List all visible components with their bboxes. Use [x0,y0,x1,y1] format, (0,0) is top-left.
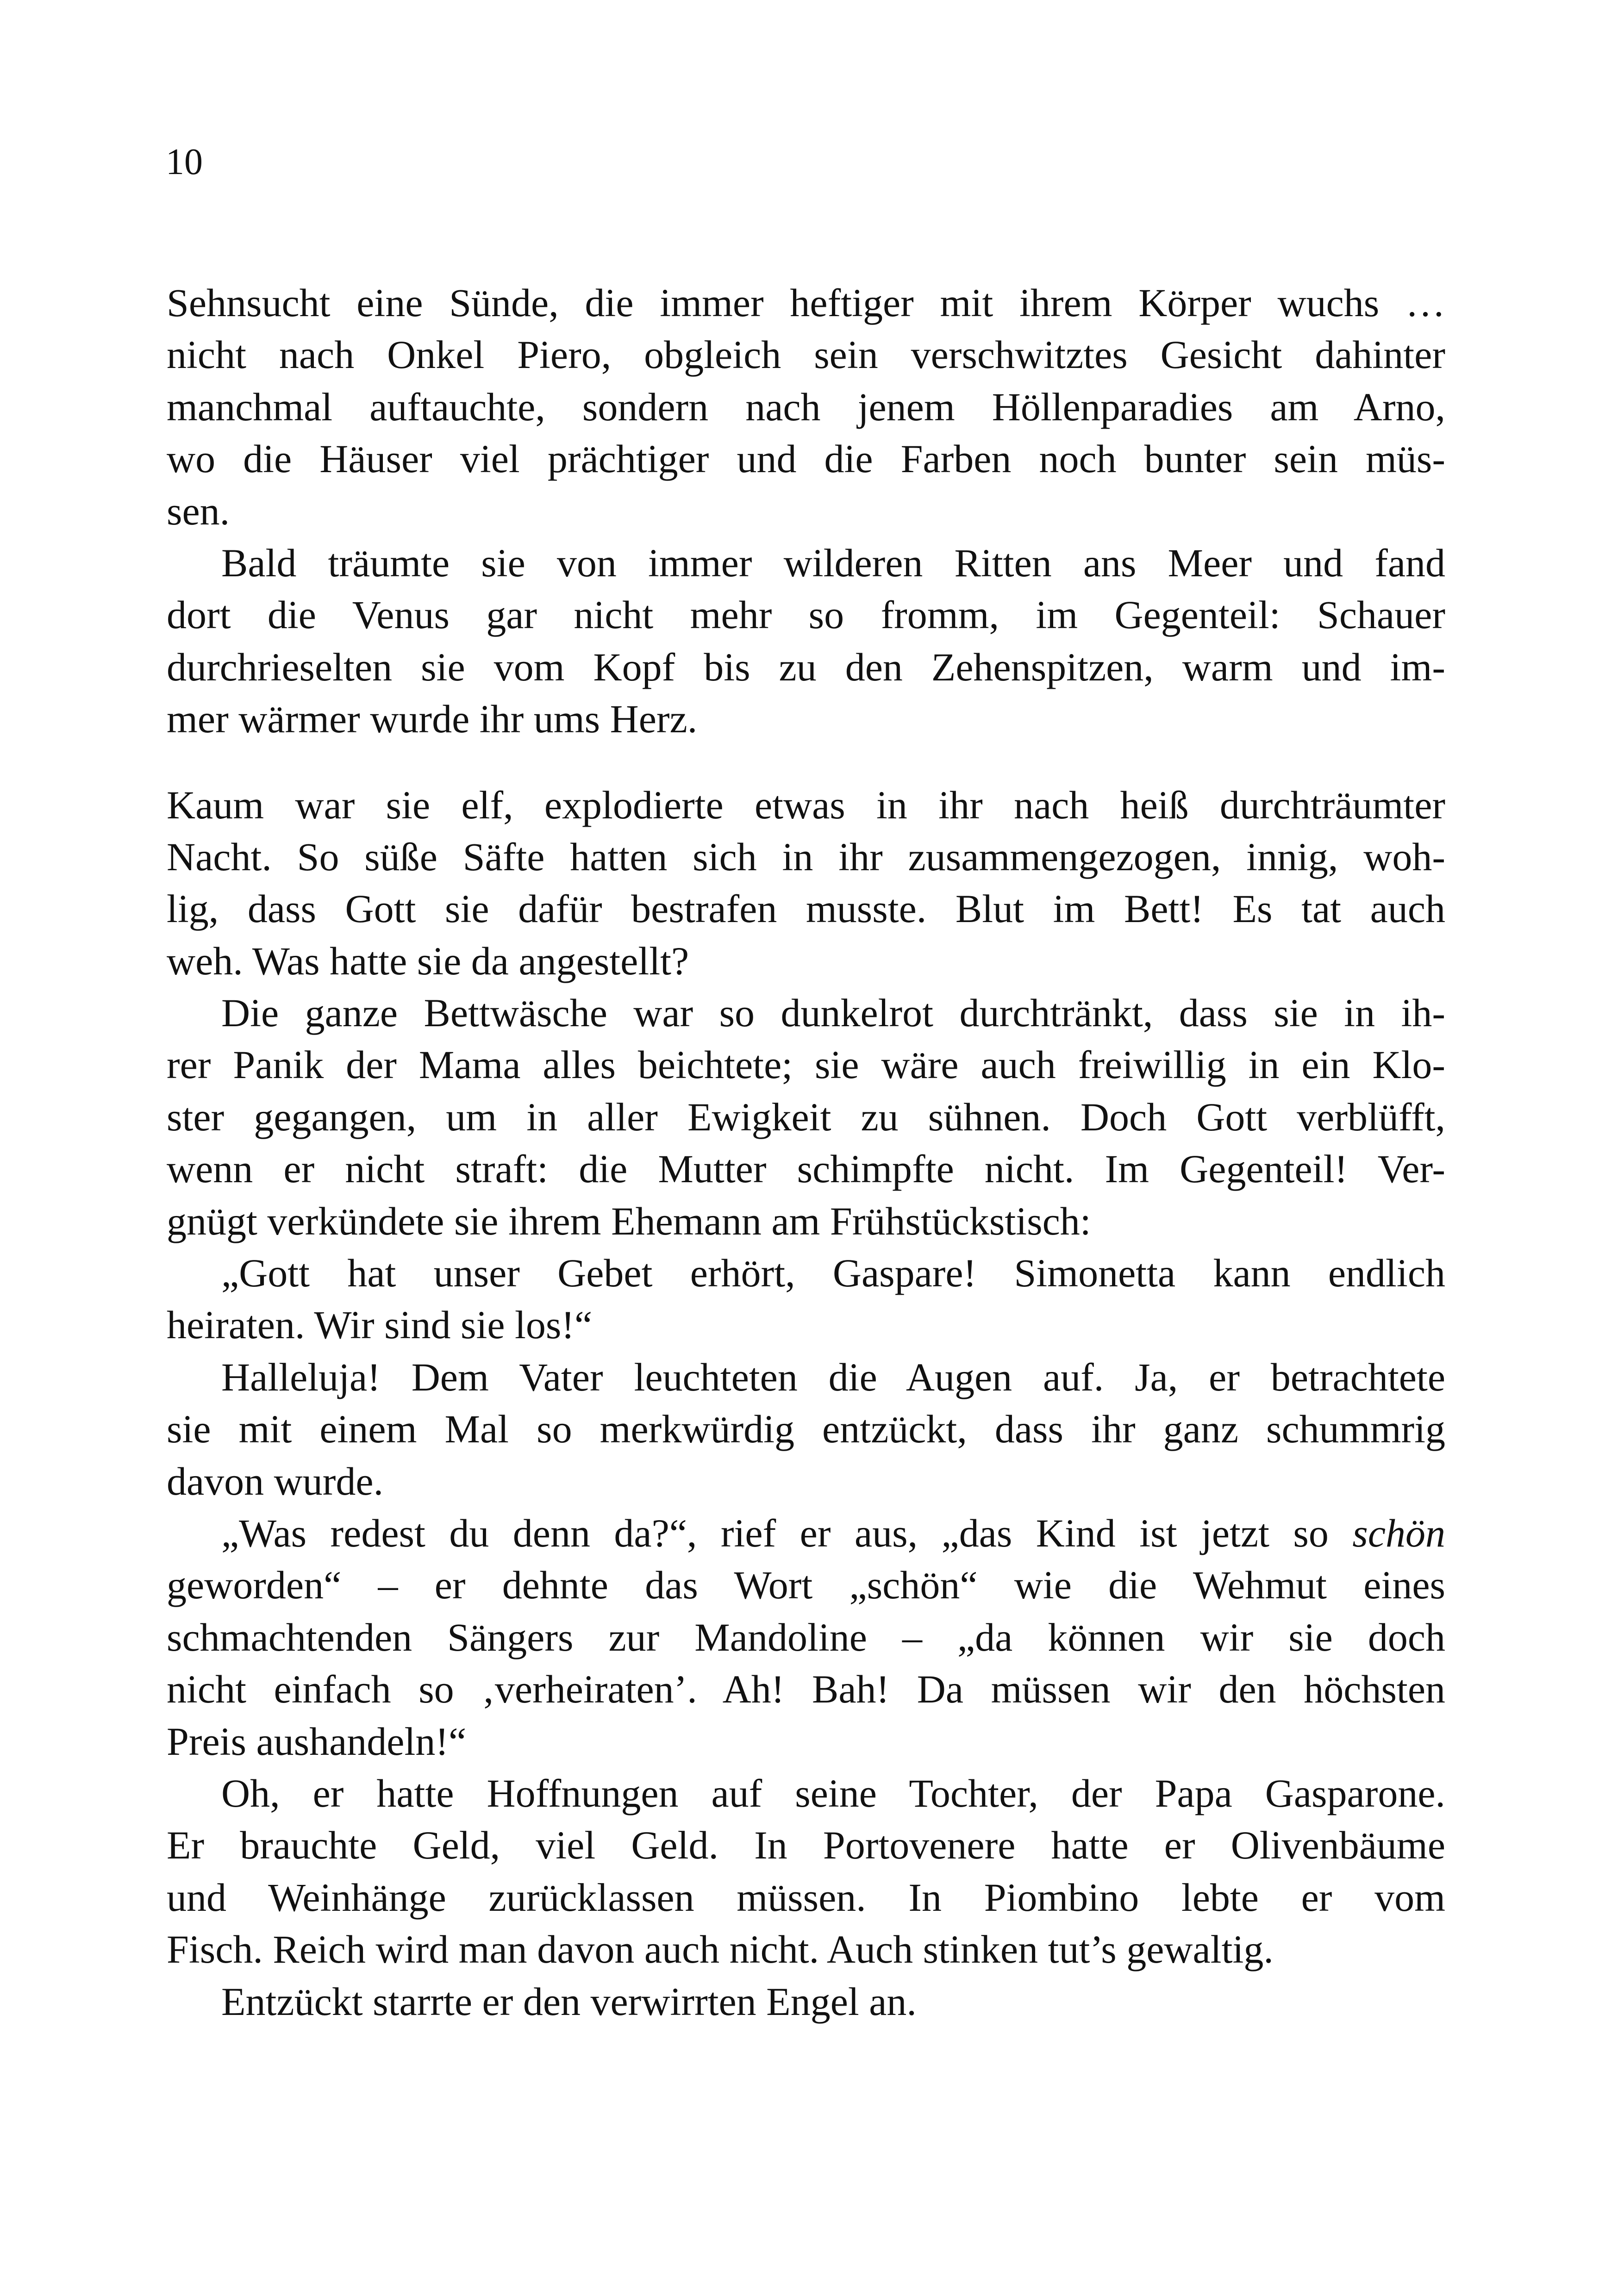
text-line [167,1039,1445,1091]
text-line [167,1559,1445,1611]
text-segment: sie mit einem Mal so merkwürdig entzückt, dass ihr ganz schummrig [167,1407,1445,1452]
text-segment: Preis aushandeln!“ [167,1719,467,1764]
text-line [167,883,1445,935]
text-segment: sen. [167,488,230,533]
italic-text: schön [1352,1510,1445,1555]
text-segment: und Weinhänge zurücklassen müssen. In Piombino lebte er vom [167,1875,1445,1920]
text-segment: heiraten. Wir sind sie los!“ [167,1303,593,1347]
text-line [167,987,1445,1039]
text-line [167,1976,1445,2027]
paragraph [167,779,1445,987]
paragraph [167,1976,1445,2027]
text-line [167,485,1445,537]
text-line [167,1871,1445,1923]
body-text [167,277,1445,2027]
text-line [167,329,1445,380]
text-segment: Entzückt starrte er den verwirrten Engel an. [221,1979,917,2024]
text-line [167,537,1445,589]
text-segment: davon wurde. [167,1459,384,1503]
text-segment: Halleluja! Dem Vater leuchteten die Augen auf. Ja, er betrachtete [221,1354,1445,1399]
text-line [167,1455,1445,1507]
text-segment: gnügt verkündete sie ihrem Ehemann am Frühstückstisch: [167,1198,1091,1243]
text-line [167,1091,1445,1143]
text-line [167,1507,1445,1559]
text-segment: wo die Häuser viel prächtiger und die Farben noch bunter sein müs- [167,437,1445,481]
text-line [167,693,1445,745]
text-line [167,1299,1445,1351]
text-segment: manchmal auftauchte, sondern nach jenem Höllenparadies am Arno, [167,384,1445,429]
paragraph [167,537,1445,745]
text-segment: dort die Venus gar nicht mehr so fromm, im Gegenteil: Schauer [167,592,1445,637]
text-segment: Kaum war sie elf, explodierte etwas in ihr nach heiß durchträumter [167,782,1445,827]
text-line [167,1819,1445,1871]
text-line [167,779,1445,831]
text-line [167,1247,1445,1299]
text-line [167,1195,1445,1247]
paragraph [167,1767,1445,1976]
text-line [167,831,1445,883]
text-segment: Oh, er hatte Hoffnungen auf seine Tochter, der Papa Gasparone. [221,1771,1445,1815]
text-segment: lig, dass Gott sie dafür bestrafen musste. Blut im Bett! Es tat auch [167,886,1445,931]
text-segment: Er brauchte Geld, viel Geld. In Portovenere hatte er Olivenbäume [167,1823,1445,1868]
text-line [167,1351,1445,1403]
text-line [167,1715,1445,1767]
paragraph [167,1351,1445,1507]
text-segment: mer wärmer wurde ihr ums Herz. [167,697,698,742]
paragraph [167,1507,1445,1767]
text-segment: Die ganze Bettwäsche war so dunkelrot durchtränkt, dass sie in ih- [221,991,1445,1035]
text-segment: durchrieselten sie vom Kopf bis zu den Zehenspitzen, warm und im- [167,644,1445,689]
text-segment: Bald träumte sie von immer wilderen Ritten ans Meer und fand [221,540,1445,585]
text-line [167,1923,1445,1975]
text-segment: ster gegangen, um in aller Ewigkeit zu sühnen. Doch Gott verblüfft, [167,1094,1445,1139]
text-segment: geworden“ – er dehnte das Wort „schön“ wie die Wehmut eines [167,1563,1445,1608]
paragraph [167,277,1445,537]
text-segment: weh. Was hatte sie da angestellt? [167,938,689,983]
paragraph [167,1247,1445,1351]
text-segment: „Was redest du denn da?“, rief er aus, „das Kind ist jetzt so [221,1510,1353,1555]
text-segment: Nacht. So süße Säfte hatten sich in ihr zusammengezogen, innig, woh- [167,834,1445,879]
text-segment: schmachtenden Sängers zur Mandoline – „da können wir sie doch [167,1615,1445,1659]
text-line [167,641,1445,693]
text-line [167,589,1445,641]
text-line [167,277,1445,329]
text-line [167,1611,1445,1663]
text-segment: Sehnsucht eine Sünde, die immer heftiger mit ihrem Körper wuchs … [167,281,1445,325]
text-line [167,1403,1445,1455]
text-segment: rer Panik der Mama alles beichtete; sie wäre auch freiwillig in ein Klo- [167,1042,1445,1087]
text-segment: nicht nach Onkel Piero, obgleich sein verschwitztes Gesicht dahinter [167,332,1445,377]
text-line [167,1143,1445,1195]
text-line [167,935,1445,987]
text-line [167,381,1445,433]
text-segment: „Gott hat unser Gebet erhört, Gaspare! Simonetta kann endlich [221,1251,1445,1296]
text-segment: wenn er nicht straft: die Mutter schimpfte nicht. Im Gegenteil! Ver- [167,1147,1445,1191]
page-number: 10 [166,142,203,182]
text-segment: Fisch. Reich wird man davon auch nicht. Auch stinken tut’s gewaltig. [167,1927,1274,1972]
paragraph [167,987,1445,1247]
text-line [167,1663,1445,1715]
text-line [167,1767,1445,1819]
text-segment: nicht einfach so ‚verheiraten’. Ah! Bah! Da müssen wir den höchsten [167,1667,1445,1712]
text-line [167,433,1445,485]
